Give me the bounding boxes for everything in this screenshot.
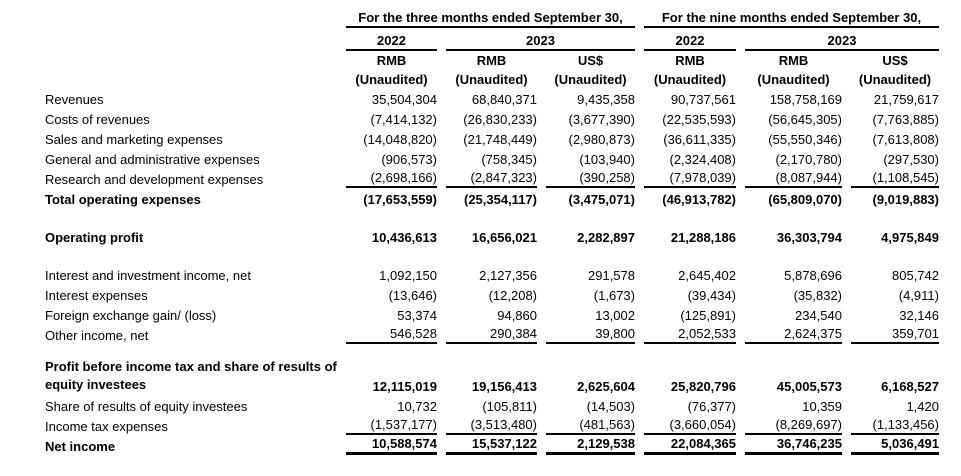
audit-label: (Unaudited) [858,72,932,87]
table-row [45,284,939,304]
value-cell: (13,646) [388,288,437,303]
value-cell: (481,563) [546,415,635,435]
value-cell: 2,282,897 [577,230,635,245]
value-cell: (2,324,408) [669,152,736,167]
value-cell: (105,811) [482,399,537,414]
spacer-row [45,344,939,358]
value-cell: 290,384 [446,324,537,344]
value-cell: 25,820,796 [670,379,736,394]
value-cell: 10,359 [802,399,842,414]
value-cell: (7,763,885) [872,112,939,127]
value-cell: 2,645,402 [678,268,736,283]
row-label: Other income, net [45,328,149,343]
period-group-row [45,8,939,28]
spacer-cell [45,208,939,226]
corner-cell [45,51,337,69]
value-cell: (12,208) [488,288,537,303]
value-cell: 1,420 [906,399,939,414]
value-cell: (8,087,944) [745,168,842,188]
value-cell: 21,288,186 [670,230,736,245]
value-cell: (26,830,233) [463,112,537,127]
value-cell: (1,133,456) [851,415,939,435]
table-row-total [45,188,939,208]
value-cell: 53,374 [397,308,437,323]
value-cell: 16,656,021 [471,230,537,245]
value-cell: (3,660,054) [644,415,736,435]
table-row [45,148,939,168]
table-row [45,264,939,284]
value-cell: (758,345) [481,152,537,167]
table-row [45,168,939,188]
year-header: 2023 [745,28,939,51]
value-cell: 2,052,533 [644,324,736,344]
value-cell: (14,048,820) [363,132,437,147]
corner-cell [45,69,337,88]
currency-header: US$ [882,53,908,68]
row-label: Interest expenses [45,288,148,303]
audit-label: (Unaudited) [455,72,528,87]
value-cell: (4,911) [898,288,939,303]
value-cell: 90,737,561 [670,92,736,107]
row-label: Income tax expenses [45,419,168,434]
row-label-line2: equity investees [45,377,147,392]
value-cell: 5,036,491 [851,435,939,455]
value-cell: 22,084,365 [644,435,736,455]
value-cell: 10,732 [397,399,437,414]
value-cell: 2,624,375 [745,324,842,344]
audit-label: (Unaudited) [554,72,627,87]
value-cell: (2,170,780) [775,152,842,167]
row-label: Research and development expenses [45,172,264,187]
row-label: Net income [45,439,116,454]
value-cell: 32,146 [899,308,939,323]
row-label-line1: Profit before income tax and share of results of [45,359,337,374]
spacer-row [45,208,939,226]
row-label: Foreign exchange gain/ (loss) [45,308,217,323]
row-label: Costs of revenues [45,112,150,127]
value-cell: (2,698,166) [346,168,437,188]
value-cell: (1,537,177) [346,415,437,435]
value-cell: 2,127,356 [479,268,537,283]
corner-cell [45,28,337,51]
value-cell: (39,434) [687,288,736,303]
value-cell: (17,653,559) [363,192,437,207]
value-cell: (125,891) [680,308,736,323]
value-cell: (46,913,782) [662,192,736,207]
value-cell: 68,840,371 [471,92,537,107]
row-label: Share of results of equity investees [45,399,248,414]
row-label: Revenues [45,92,104,107]
currency-header: RMB [376,53,407,68]
row-label: Operating profit [45,230,144,245]
year-header-row [45,28,939,51]
year-header: 2022 [644,28,736,51]
table-row [45,304,939,324]
value-cell: 4,975,849 [881,230,939,245]
table-row [45,415,939,435]
value-cell: 9,435,358 [577,92,635,107]
value-cell: (103,940) [579,152,635,167]
value-cell: 2,625,604 [577,379,635,394]
value-cell: (7,613,808) [872,132,939,147]
spacer-cell [45,246,939,264]
currency-header-row [45,51,939,69]
period-group-header: For the three months ended September 30, [346,8,635,28]
value-cell: 36,303,794 [776,230,842,245]
value-cell: (2,847,323) [446,168,537,188]
value-cell: 39,800 [546,324,635,344]
value-cell: 94,860 [497,308,537,323]
value-cell: 1,092,150 [379,268,437,283]
value-cell: (3,513,480) [446,415,537,435]
value-cell: 12,115,019 [372,379,437,394]
value-cell: 234,540 [795,308,842,323]
value-cell: (297,530) [883,152,939,167]
value-cell: (1,108,545) [851,168,939,188]
audit-label-row [45,69,939,88]
spacer-cell [45,344,939,358]
row-label: Sales and marketing expenses [45,132,223,147]
year-header: 2022 [346,28,437,51]
row-label [45,358,337,395]
value-cell: 13,002 [595,308,635,323]
value-cell: 19,156,413 [471,379,537,394]
currency-header: RMB [675,53,705,68]
value-cell: (22,535,593) [662,112,736,127]
value-cell: 546,528 [346,324,437,344]
period-group-header: For the nine months ended September 30, [644,8,939,28]
table-row-total [45,226,939,246]
value-cell: (3,475,071) [568,192,635,207]
audit-label: (Unaudited) [757,72,830,87]
value-cell: 6,168,527 [881,379,939,394]
value-cell: (1,673) [593,288,635,303]
value-cell: 10,588,574 [346,435,437,455]
value-cell: (55,550,346) [768,132,842,147]
row-label: General and administrative expenses [45,152,260,167]
value-cell: 291,578 [588,268,635,283]
value-cell: 5,878,696 [784,268,842,283]
value-cell: (56,645,305) [768,112,842,127]
value-cell: 805,742 [892,268,939,283]
value-cell: (7,978,039) [644,168,736,188]
row-label: Interest and investment income, net [45,268,251,283]
currency-header: RMB [778,53,809,68]
value-cell: (21,748,449) [463,132,537,147]
value-cell: (390,258) [546,168,635,188]
table-row [45,395,939,415]
spacer-row [45,246,939,264]
value-cell: (25,354,117) [463,192,537,207]
value-cell: 2,129,538 [546,435,635,455]
value-cell: (9,019,883) [872,192,939,207]
currency-header: RMB [476,53,507,68]
year-header: 2023 [446,28,635,51]
audit-label: (Unaudited) [355,72,428,87]
income-statement-table [36,8,948,455]
audit-label: (Unaudited) [653,72,727,87]
value-cell: (8,269,697) [745,415,842,435]
value-cell: 21,759,617 [873,92,939,107]
value-cell: (35,832) [793,288,842,303]
value-cell: 36,746,235 [745,435,842,455]
value-cell: 45,005,573 [776,379,842,394]
value-cell: (7,414,132) [370,112,437,127]
currency-header: US$ [577,53,604,68]
row-label: Total operating expenses [45,192,201,207]
value-cell: 359,701 [851,324,939,344]
table-row [45,324,939,344]
table-row [45,128,939,148]
value-cell: 10,436,613 [371,230,437,245]
value-cell: (65,809,070) [768,192,842,207]
table-row [45,108,939,128]
table-row-total [45,435,939,455]
value-cell: 158,758,169 [769,92,842,107]
table-row [45,88,939,108]
value-cell: (36,611,335) [663,132,736,147]
corner-cell [45,8,337,28]
value-cell: (2,980,873) [568,132,635,147]
value-cell: (76,377) [687,399,736,414]
value-cell: (14,503) [586,399,635,414]
table-row-total [45,358,939,395]
value-cell: (3,677,390) [568,112,635,127]
value-cell: (906,573) [381,152,437,167]
value-cell: 35,504,304 [371,92,437,107]
value-cell: 15,537,122 [446,435,537,455]
